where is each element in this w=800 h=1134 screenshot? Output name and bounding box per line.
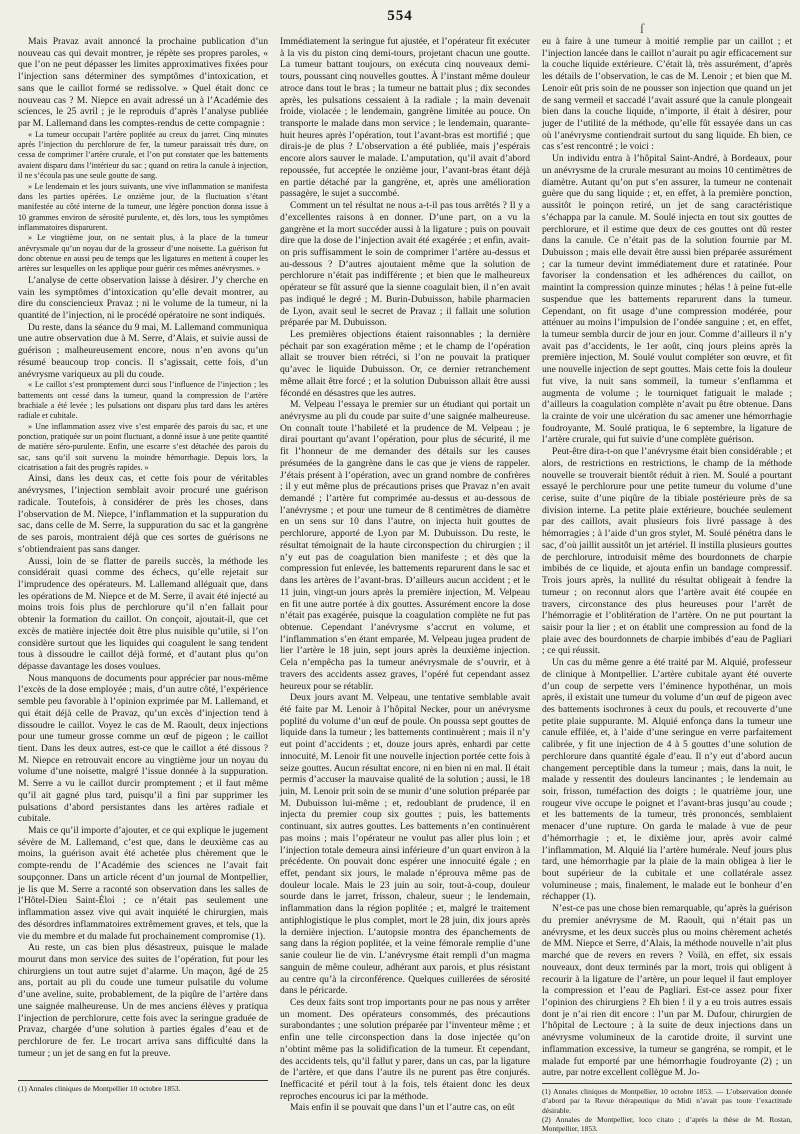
quote-paragraph: « La tumeur occupait l’artère poplitée au creux du jarret. Cinq minutes après l’injection du perchlorure de fer, la tumeur paraissait très dure, on cessa de comprimer l’artère crurale, et l’on put constater que les battements avaient disparu dans l’intérieur du sac ; quand on retira la canule à injection, il ne s’écoula pas une seule goutte de sang. xyxy=(18,129,268,181)
quote-paragraph: » Le vingtième jour, on ne sentait plus, à la place de la tumeur anévrysmale qu’un noyau dur de la grosseur d’une noisette. La guérison fut donc obtenue en aussi peu de temps que les ligatures en mettent à couper les artères sur lesquelles on les applique pour guérir ces mêmes anévrysmes. » xyxy=(18,233,268,274)
corner-mark: ſ xyxy=(640,22,644,37)
paragraph: M. Velpeau l’essaya le premier sur un étudiant qui portait un anévrysme au pli du coude par suite d’une saignée malheureuse. On connaît toute l’habileté et la prudence de M. Velpeau ; je dirai pourtant qu’avant l’opération, pour plus de sécurité, il me fit l’honneur de me demander des détails sur les causes présumées de la gangrène dans le cas que je viens de rappeler. J’étais présent à l’opération, avec un grand nombre de confrères ; il y eut même plus de précautions prises que Pravaz n’en avait demandé ; l’artère fut comprimée au-dessus et au-dessous de l’anévrysme ; et pour une tumeur de 8 centimètres de diamètre en un sens sur 10 dans l’autre, on injecta huit gouttes de perchlorure, apporté de Lyon par M. Dubuisson. Du reste, le résultat témoignait de la haute circonspection du chirurgien ; il n’y eut pas de coagulation bien manifeste ; et dès que la compression fut enlevée, les battements reparurent dans le sac et dans les artères de l’avant-bras. D’ailleurs aucun accident ; et le 11 juin, vingt-un jours après la première injection, M. Velpeau en fit une autre portée à dix gouttes. Assurément encore la dose n’était pas exagérée, puisque la coagulation complète ne fut pas obtenue. Cependant l’anévrysme s’accrut en volume, et l’inflammation s’en étant emparée, M. Velpeau jugea prudent de lier l’artère le 18 juin, sept jours après la deuxième injection. Cela n’empêcha pas la tumeur anévrysmale de s’ouvrir, et à travers des accidents assez graves, l’opéré fut cependant assez heureux pour se rétablir. xyxy=(280,399,530,692)
paragraph: Deux jours avant M. Velpeau, une tentative semblable avait été faite par M. Lenoir à l’hôpital Necker, pour un anévrysme poplité du volume d’un œuf de poule. On poussa sept gouttes de liquide dans la tumeur ; les battements continuèrent ; mais il n’y eut point d’accidents ; et, douze jours après, enhardi par cette innocuité, M. Lenoir fit une nouvelle injection portée cette fois à seize gouttes. Aucun résultat encore, ni en bien ni en mal. Il était permis d’accuser la mauvaise qualité de la solution ; aussi, le 18 juin, M. Lenoir prit soin de se munir d’une solution préparée par M. Dubuisson lui-même ; et, redoublant de prudence, il en injecta du premier coup six gouttes ; puis, les battements continuant, six autres gouttes. Les battements n’en continuèrent pas moins ; mais l’opérateur ne voulut pas aller plus loin ; et l’injection totale demeura ainsi inférieure d’un quart environ à la précédente. On pouvait donc espérer une innocuité égale ; en effet, pendant six jours, le malade n’éprouva même pas de douleur locale. Mais le 23 juin au soir, tout-à-coup, douleur sourde dans le jarret, frisson, chaleur, sueur ; le lendemain, inflammation dans la région poplitée ; et, malgré le traitement antiphlogistique le plus complet, mort le 28 juin, dix jours après la dernière injection. L’autopsie montra des épanchements de sang dans la région poplitée, et la veine fémorale remplie d’une sanie couleur lie de vin. L’anévrysme était rempli d’un magma sanguin de même couleur, adhérant aux parois, et plus résistant au centre qu’à la circonférence. Quelques cuillerées de sérosité dans le péricarde. xyxy=(280,692,530,997)
paragraph: Du reste, dans la séance du 9 mai, M. Lallemand communiqua une autre observation due à M. Serre, d’Alais, et suivie aussi de guérison ; malheureusement encore, nous n’en avons qu’un résumé beaucoup trop concis. Il s’agissait, cette fois, d’un anévrysme variqueux au pli du coude. xyxy=(18,321,268,380)
paragraph: Au reste, un cas bien plus désastreux, puisque le malade mourut dans mon service des suites de l’opération, fut pour les chirurgiens un tout autre sujet d’alarme. Un maçon, âgé de 25 ans, portait au pli du coude une tumeur pulsatile du volume d’une aveline, suite, probablement, de la piqûre de l’artère dans une saignée malheureuse. Un de mes anciens élèves y pratiqua l’injection de perchlorure, cette fois avec la seringue graduée de Pravaz, chargée d’une solution à parties égales d’eau et de perchlorure de fer. Le trocart arriva sans difficulté dans la tumeur ; un jet de sang en fut la preuve. xyxy=(18,942,268,1059)
paragraph: Ainsi, dans les deux cas, et cette fois pour de véritables anévrysmes, l’injection semblait avoir procuré une guérison radicale. Toutefois, à considérer de près les choses, dans l’observation de M. Niepce, l’inflammation et la suppuration du sac, dans celle de M. Serre, la suppuration du sac et la gangrène de ses parois, montraient déjà que ces sortes de guérisons ne s’obtiendraient pas sans danger. xyxy=(18,473,268,555)
paragraph: Comment un tel résultat ne nous a-t-il pas tous arrêtés ? Il y a d’excellentes raisons à en donner. D’une part, on a vu la gangrène et la mort succéder aussi à la ligature ; puis on pouvait dire que la dose de l’injection avait été exagérée ; et enfin, avait-on pris suffisamment le soin de comprimer l’artère au-dessus et au-dessous ? D’autres ajoutaient même que la solution de perchlorure n’était pas indifférente ; et bien que le malheureux opérateur se fût assuré que la sienne coagulait bien, il n’en avait pas indiqué le degré ; M. Burin-Dubuisson, habile pharmacien de Lyon, avait seul le secret de Pravaz ; il fallait une solution préparée par M. Dubuisson. xyxy=(280,200,530,329)
footnote: (2) Annales de Montpellier, loco citato ; d’après la thèse de M. Rostan, Montpellier, 1853. xyxy=(542,1115,792,1134)
paragraph: eu à faire à une tumeur à moitié remplie par un caillot ; et l’injection lancée dans le caillot n’aurait pu agir efficacement sur la couche liquide extérieure. C’était là, très assurément, d’après les détails de l’observation, le cas de M. Lenoir ; et bien que M. Lenoir eût pris soin de ne pousser son injection que quand un jet de sang vermeil et saccadé l’avait assuré que la canule plongeait bien dans la couche liquide, n’importe, il était à désirer, pour juger de l’utilité de la méthode, qu’elle fût essayée dans un cas où l’anévrysme contiendrait surtout du sang liquide. Eh bien, ce cas s’est rencontré ; le voici : xyxy=(542,36,792,153)
paragraph: Ces deux faits sont trop importants pour ne pas nous y arrêter un moment. Des opérateurs consommés, des précautions surabondantes ; une solution préparée par l’inventeur même ; et enfin une telle circonspection dans la dose injectée qu’on n’obtint même pas la solidification de la tumeur. Et cependant, des accidents tels, qu’il fallut y parer, dans un cas, par la ligature de l’artère, et que dans l’autre ils ne purent pas être conjurés. Inefficacité et péril tout à la fois, tels étaient donc les deux reproches encourus ici par la méthode. xyxy=(280,996,530,1102)
paragraph: Mais Pravaz avait annoncé la prochaine publication d’un nouveau cas qui devait montrer, je répète ses propres paroles, « que l’on ne peut dépasser les limites approximatives fixées pour l’injection sans déterminer des symptômes d’intoxication, et sans que le caillot formé se redissolve. » Quel était donc ce nouveau cas ? M. Niepce en avait adressé un à l’Académie des sciences, le 25 avril ; je le reproduis d’après l’analyse publiée par M. Lallemand dans les comptes-rendus de cette compagnie : xyxy=(18,36,268,130)
column-2 xyxy=(280,36,530,1114)
footnotes xyxy=(18,1080,268,1093)
paragraph: Aussi, loin de se flatter de pareils succès, la méthode les considérait quasi comme des échecs, qu’elle rejetait sur l’imprudence des opérateurs. M. Lallemand alléguait que, dans les opérations de M. Niepce et de M. Serre, il avait été injecté au moins trois fois plus de perchlorure qu’il n’en fallait pour obtenir la formation du caillot. On conçoit, ajoutait-il, que cet excès de matière injectée doit être plus nuisible qu’utile, si l’on considère surtout que les liquides qui coagulent le sang tendent tous à dissoudre le caillot déjà formé, et d’autant plus qu’on dépasse davantage les doses voulues. xyxy=(18,555,268,672)
paragraph: Nous manquons de documents pour apprécier par nous-même l’excès de la dose employée ; mais, d’un autre côté, l’expérience semble peu favorable à l’opinion exprimée par M. Lallemand, et qui était déjà celle de Pravaz, qu’un excès d’injection tend à dissoudre le caillot. Voyez le cas de M. Raoult, deux injections pour une tumeur grosse comme un œuf de pigeon ; le caillot tient. Dans les deux autres, est-ce que le caillot a été dissous ? M. Niepce en retrouvait encore au vingtième jour un noyau du volume d’une noisette, malgré l’issue donnée à la suppuration. M. Serre a vu le caillot durcir promptement ; et il faut même qu’il ait gagné plus tard, puisqu’il a fini par supprimer les pulsations d’abord persistantes dans les artères radiale et cubitale. xyxy=(18,672,268,825)
paragraph: Immédiatement la seringue fut ajustée, et l’opérateur fit exécuter à la vis du piston cinq demi-tours, projetant chacun une goutte. La tumeur battant toujours, on exécuta cinq nouveaux demi-tours, poussant cinq nouvelles gouttes. À l’instant même douleur atroce dans tout le bras ; la tumeur ne battait plus ; dix secondes après, les pulsations cessaient à la radiale ; la main devenait froide, violacée ; le lendemain, gangrène limitée au pouce. On transporte le malade dans mon service ; le lendemain, quarante-huit heures après l’opération, tout l’avant-bras est mortifié ; que dirais-je de plus ? L’observation a été publiée, mais j’espérais encore alors sauver le malade. L’amputation, qu’il avait d’abord repoussée, fut acceptée le onzième jour, l’avant-bras étant déjà en partie détaché par la gangrène, et, après une amélioration passagère, le sujet a succombé. xyxy=(280,36,530,200)
paragraph: Les premières objections étaient raisonnables ; la dernière péchait par son exagération même ; et le champ de l’opération allait se trouver bien rétréci, si l’on ne pouvait la pratiquer qu’avec le liquide Dubuisson. Or, ce dernier retranchement même allait être forcé ; et la solution Dubuisson allait être aussi fécondé en désastres que les autres. xyxy=(280,328,530,399)
paragraph: Mais enfin il se pouvait que dans l’un et l’autre cas, on eût xyxy=(290,1102,515,1114)
paragraph: L’analyse de cette observation laisse à désirer. J’y cherche en vain les symptômes d’intoxication qu’elle devait montrer, au dire du consciencieux Pravaz ; ni le volume de la tumeur, ni la quantité de l’injection, ni le procédé opératoire ne sont indiqués. xyxy=(18,274,268,321)
page-number: 554 xyxy=(387,8,413,24)
quote-paragraph: » Le lendemain et les jours suivants, une vive inflammation se manifesta dans les parties opérées. Le onzième jour, de la fluctuation s’étant manifestée au côté interne de la tumeur, une légère ponction donna issue à 10 grammes environ de sérosité purulente, et, dès lors, tous les symptômes inflammatoires disparurent. xyxy=(18,181,268,232)
paragraph: Un individu entra à l’hôpital Saint-André, à Bordeaux, pour un anévrysme de la crurale mesurant au moins 10 centimètres de diamètre. Autant qu’on put s’en assurer, la tumeur ne contenait guère que du sang liquide ; et, en effet, à la première ponction, aussitôt le poinçon retiré, un jet de sang caractéristique s’échappa par la canule. M. Soulé injecta en tout six gouttes de perchlorure, et il estime que deux de ces gouttes ont dû rester dans la canule. Ce n’était pas de la solution fournie par M. Dubuisson ; mais elle devait être aussi bien préparée assurément ; car la tumeur devint immédiatement dure et ratatinée. Pour favoriser la condensation et les adhérences du caillot, on maintint la compression quinze minutes ; hélas ! à peine fut-elle suspendue que les battements reparurent dans la tumeur. Cependant, on fit usage d’une compression modérée, pour atténuer au moins l’impulsion de l’ondée sanguine ; et, en effet, la tumeur sembla durcir de jour en jour. Comme d’ailleurs il n’y avait pas d’accidents, le 1er août, cinq jours pleins après la première injection, M. Soulé voulut compléter son œuvre, et fit une nouvelle injection de sept gouttes. Mais cette fois la douleur fut vive, la nuit sans sommeil, la tumeur s’enflamma et augmenta de volume ; le tourniquet fatiguait le malade ; d’ailleurs la coagulation complète n’avait pu être obtenue. Dans la crainte de voir une ulcération du sac amener une hémorrhagie foudroyante, M. Soulé pratiqua, le 6 septembre, la ligature de l’artère crurale, qui fut suivie d’une complète guérison. xyxy=(542,153,792,446)
quote-paragraph: » Une inflammation assez vive s’est emparée des parois du sac, et une ponction, pratiquée sur un point fluctuant, a donné issue à une petite quantité de matière séro-purulente. Enfin, une escarre s’est détachée des parois du sac, sans qu’il soit survenu la moindre hémorrhagie. Depuis lors, la cicatrisation a fait des progrès rapides. » xyxy=(18,421,268,473)
footnotes xyxy=(542,1083,792,1134)
paragraph: Mais ce qu’il importe d’ajouter, et ce qui explique le jugement sévère de M. Lallemand, c’est que, dans le deuxième cas au moins, la guérison avait été achetée plus chèrement que le compte-rendu de l’Académie des sciences ne l’avait fait soupçonner. Dans un article récent d’un journal de Montpellier, je lis que M. Serre a raconté son observation dans les salles de l’Hôtel-Dieu Saint-Éloi ; ce n’était pas seulement une inflammation assez vive qui avait inquiété le chirurgien, mais des désordres inflammatoires extrêmement graves, et tels, que la vie du membre et du malade fut prochainement compromise (1). xyxy=(18,825,268,942)
paragraph: N’est-ce pas une chose bien remarquable, qu’après la guérison du premier anévrysme de M. Raoult, qui n’était pas un anévrysme, et les deux succès plus ou moins chèrement achetés de MM. Niepce et Serre, d’Alais, la méthode nouvelle n’ait plus marché que de revers en revers ? Voilà, en effet, six essais nouveaux, dont deux terminés par la mort, trois qui obligent à recourir à la ligature de l’artère, un pour lequel il faut employer la compression et l’eau de Pagliari. Est-ce assez pour fixer l’opinion des chirurgiens ? Eh bien ! il y a eu trois autres essais dont je n’ai rien dit encore : l’un par M. Dufour, chirurgien de l’hôpital de Lectoure ; à la suite de deux injections dans un anévrysme volumineux de la carotide droite, il survint une inflammation excessive, la tumeur se gangréna, se rompit, et le malade fut emporté par une hémorrhagie foudroyante (2) ; un autre, par notre excellent collègue M. Jo- xyxy=(542,903,793,1079)
column-3 xyxy=(542,36,792,1134)
footnote: (1) Annales cliniques de Montpellier, 10 octobre 1853. — L’observation donnée d’abord par la Revue thérapeutique du Midi n’avait pas toute l’exactitude désirable. xyxy=(542,1086,792,1115)
paragraph: Un cas du même genre a été traité par M. Alquié, professeur de clinique à Montpellier. L’artère cubitale ayant été ouverte d’un coup de serpette vers l’éminence hypothénar, un mois après, il existait une tumeur du volume d’un œuf de pigeon avec des battements isochrones à ceux du pouls, et recouverte d’une petite plaie suppurante. M. Alquié enfonça dans la tumeur une canule effilée, et, à l’aide d’une seringue en verre parfaitement calibrée, y fit une injection de 4 à 5 gouttes d’une solution de perchlorure dans quantité égale d’eau. Il n’y eut d’abord aucun changement perceptible dans la tumeur ; mais, dans la nuit, le malade y ressentit des douleurs lancinantes ; le lendemain au soir, frisson, tuméfaction des doigts ; le quatrième jour, une rougeur vive occupe le poignet et l’avant-bras jusqu’au coude ; et les battements de la tumeur, très prononcés, semblaient menacer d’une rupture. On garda le malade à vue de peur d’hémorrhagie ; et, le dixième jour, après avoir calmé l’inflammation, M. Alquié lia l’artère humérale. Neuf jours plus tard, une hémorrhagie par la plaie de la main obligea à lier le bout supérieur de la cubitale et une collatérale assez volumineuse ; mais, finalement, le malade eut le bonheur d’en réchapper (1). xyxy=(542,657,792,903)
column-1 xyxy=(18,36,268,1093)
paragraph: Peut-être dira-t-on que l’anévrysme était bien considérable ; et alors, de restrictions en restrictions, le champ de la méthode nouvelle se trouverait bientôt réduit à rien. M. Soulé a pourtant essayé le perchlorure pour une petite tumeur du volume d’une cerise, suite d’une piqûre de la tibiale postérieure près de sa division interne. La petite plaie extérieure, bouchée seulement par des caillots, avait plusieurs fois livré passage à des hémorragies ; à l’aide d’un gros stylet, M. Soulé pénétra dans le sac, d’où jaillit aussitôt un jet artériel. Il instilla plusieurs gouttes de perchlorure, introduisit même des bourdonnets de charpie imbibés de ce liquide, et ajouta enfin un bandage compressif. Trois jours après, la nullité du résultat obligeait à fendre la tumeur ; on reconnut alors que l’artère avait été coupée en travers, circonstance des plus heureuses pour l’arrêt de l’hémorragie et l’oblitération de l’artère. On ne put pourtant la saisir pour la lier ; et on établit une compression au fond de la plaie avec des bourdonnets de charpie imbibés d’eau de Pagliari ; ce qui réussit. xyxy=(542,446,792,657)
quote-paragraph: « Le caillot s’est promptement durci sous l’influence de l’injection ; les battements ont cessé dans la tumeur, quand la compression de l’artère brachiale a été levée ; les pulsations ont disparu plus tard dans les artères radiale et cubitale. xyxy=(18,380,268,421)
footnote: (1) Annales cliniques de Montpellier 10 octobre 1853. xyxy=(18,1084,181,1093)
